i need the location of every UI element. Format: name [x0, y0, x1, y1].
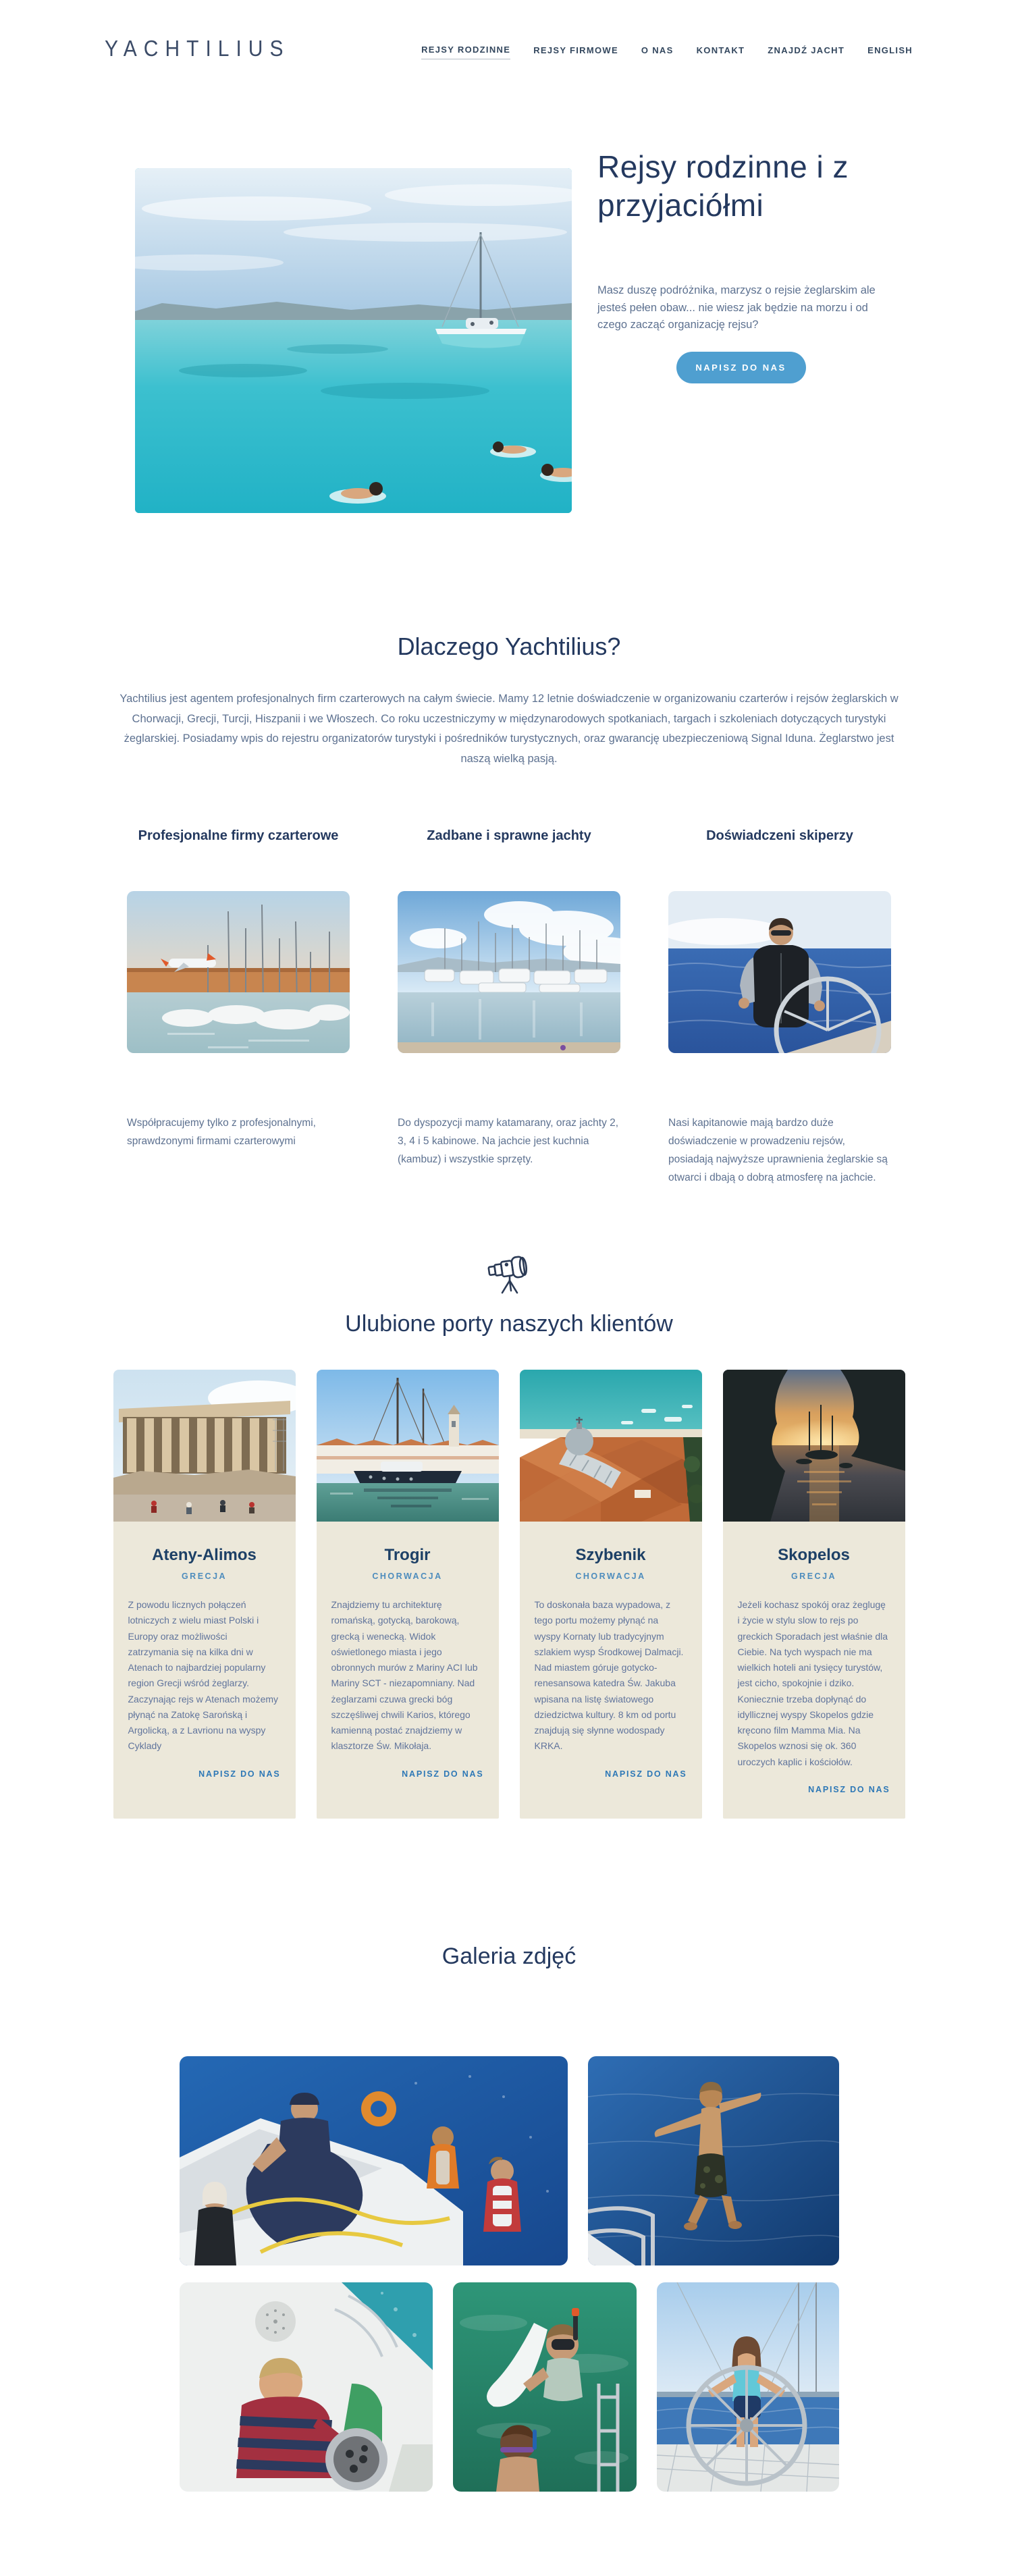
port-card-body	[520, 1522, 702, 1819]
nav-rejsy-rodzinne[interactable]: REJSY RODZINNE	[421, 45, 510, 59]
why-column-yachts	[398, 827, 620, 1187]
logo[interactable]: YACHTILIUS	[105, 36, 290, 61]
port-card-text: To doskonała baza wypadowa, z tego portu możemy płynąć na wyspy Kornaty lub tradycyjnym szlakiem wysp Środkowej Dalmacji. Nad miastem góruje gotycko-renesansowa katedra Św. Jakuba wpisana na listę światowego dziedzictwa kultury. 8 km od portu znajdują się słynne wodospady KRKA.	[534, 1599, 684, 1752]
port-card-region: GRECJA	[791, 1572, 837, 1582]
why-column-charter-firms	[127, 827, 350, 1187]
nav-kontakt[interactable]: KONTAKT	[696, 45, 745, 55]
why-column-title: Doświadczeni skiperzy	[706, 828, 853, 843]
port-card-trogir	[317, 1370, 499, 1819]
hero-title: Rejsy rodzinne i z przyjaciółmi	[597, 149, 849, 223]
port-card-text: Znajdziemy tu architekturę romańską, gotycką, barokową, grecką i wenecką. Widok oświetlonego miasta i jego obronnych murów z Mariny ACI lub Mariny SCT - niezapomniany. Nad żeglarzami czuwa grecki bóg szczęśliwej chwili Karios, którego kamienną postać znajdziemy w klasztorze Św. Mikołaja.	[331, 1599, 478, 1752]
why-section	[0, 633, 1018, 1187]
port-card-region: GRECJA	[181, 1572, 227, 1582]
ports-section	[0, 1246, 1018, 1819]
port-card-contact-link[interactable]: NAPISZ DO NAS	[402, 1769, 484, 1779]
nav-english[interactable]: ENGLISH	[867, 45, 913, 55]
why-column-text: Do dyspozycji mamy katamarany, oraz jachty 2, 3, 4 i 5 kabinowe. Na jachcie jest kuchnia (kambuz) i wszystkie sprzęty.	[398, 1117, 619, 1165]
gallery-photo-boy-cooking[interactable]	[180, 2282, 433, 2492]
trogir-photo	[317, 1370, 499, 1522]
nav-o-nas[interactable]: O NAS	[641, 45, 674, 55]
port-card-contact-link[interactable]: NAPISZ DO NAS	[198, 1769, 281, 1779]
gallery-section	[0, 1943, 1018, 2492]
nav-rejsy-firmowe[interactable]: REJSY FIRMOWE	[533, 45, 618, 55]
skopelos-sunset-photo	[723, 1370, 905, 1522]
why-heading: Dlaczego Yachtilius?	[397, 633, 621, 660]
why-column-title: Zadbane i sprawne jachty	[427, 828, 591, 843]
why-column-skippers	[668, 827, 891, 1187]
port-card-title: Skopelos	[778, 1546, 850, 1565]
gallery-photo-snorkeling-kids[interactable]	[453, 2282, 637, 2492]
header	[0, 0, 1018, 62]
acropolis-photo	[113, 1370, 296, 1522]
hero-cta-button[interactable]: NAPISZ DO NAS	[676, 352, 806, 383]
port-card-region: CHORWACJA	[575, 1572, 646, 1582]
port-card-contact-link[interactable]: NAPISZ DO NAS	[808, 1784, 890, 1794]
port-card-contact-link[interactable]: NAPISZ DO NAS	[605, 1769, 687, 1779]
port-card-body	[317, 1522, 499, 1819]
gallery-photo-girl-at-wheel[interactable]	[657, 2282, 839, 2492]
gallery-heading: Galeria zdjęć	[441, 1943, 577, 1970]
port-card-text: Z powodu licznych połączeń lotniczych z wielu miast Polski i Europy oraz możliwości zatrzymania się na kilka dni w Atenach to najbardziej popularny region Grecji wśród żeglarzy. Zaczynając rejs w Atenach możemy płynąć na Zatokę Sarońską i Argolicką, a z Lavrionu na wyspy Cyklady	[128, 1599, 279, 1752]
port-card-ateny-alimos	[113, 1370, 296, 1819]
why-column-text: Nasi kapitanowie mają bardzo duże doświadczenie w prowadzeniu rejsów, posiadają najwyższe uprawnienia żeglarskie są otwarci i dbają o dobrą atmosferę na jachcie.	[668, 1117, 888, 1184]
port-card-title: Szybenik	[575, 1546, 646, 1565]
main-nav	[421, 45, 913, 62]
port-card-title: Trogir	[384, 1546, 431, 1565]
hero-paragraph: Masz duszę podróżnika, marzysz o rejsie żeglarskim ale jesteś pełen obaw... nie wiesz jak będzie na morzu i od czego zacząć organizację rejsu?	[597, 284, 876, 331]
hero-content	[597, 148, 884, 513]
port-cards	[113, 1370, 905, 1819]
skipper-at-helm-photo	[668, 891, 891, 1053]
telescope-icon	[484, 1246, 534, 1296]
gallery-row-1	[180, 2056, 839, 2265]
gallery-photo-crew-on-deck[interactable]	[180, 2056, 568, 2265]
port-card-body	[113, 1522, 296, 1819]
port-card-region: CHORWACJA	[372, 1572, 443, 1582]
ports-heading: Ulubione porty naszych klientów	[345, 1311, 673, 1337]
gallery-photo-boy-jumping[interactable]	[588, 2056, 839, 2265]
port-card-szybenik	[520, 1370, 702, 1819]
why-paragraph: Yachtilius jest agentem profesjonalnych firm czarterowych na całym świecie. Mamy 12 letnie doświadczenie w organizowaniu czarterów i rejsów żeglarskich w Chorwacji, Grecji, Turcji, Hiszpanii i we Włoszech. Co roku uczestniczymy w międzynarodowych spotkaniach, targach i szkoleniach dotyczących turystyki żeglarskiej. Posiadamy wpis do rejestru organizatorów turystyki i pośredników turystycznych, oraz gwarancję ubezpieczeniową Signal Iduna. Żeglarstwo jest naszą wielką pasją.	[119, 693, 899, 766]
hero-section	[0, 148, 1018, 513]
why-column-text: Współpracujemy tylko z profesjonalnymi, sprawdzonymi firmami czarterowymi	[127, 1117, 316, 1147]
port-card-text: Jeżeli kochasz spokój oraz żeglugę i życie w stylu slow to rejs po greckich Sporadach jest właśnie dla Ciebie. Na tych wyspach nie ma wielkich hoteli ani tysięcy turystów, jest cicho, spokojnie i dziko. Koniecznie trzeba dopłynąć do idyllicznej wyspy Skopelos gdzie kręcono film Mamma Mia. Na Skopelos wznosi się ok. 360 uroczych kaplic i kościołów.	[737, 1599, 888, 1767]
marina-airplane-photo	[127, 891, 350, 1053]
port-card-skopelos	[723, 1370, 905, 1819]
nav-znajdz-jacht[interactable]: ZNAJDŹ JACHT	[768, 45, 845, 55]
port-card-body	[723, 1522, 905, 1819]
why-columns	[127, 827, 891, 1187]
marina-panorama-photo	[398, 891, 620, 1053]
gallery-row-2	[180, 2282, 839, 2492]
szybenik-photo	[520, 1370, 702, 1522]
port-card-title: Ateny-Alimos	[152, 1546, 257, 1565]
hero-photo-swimmers-sailboat	[135, 168, 572, 513]
why-column-title: Profesjonalne firmy czarterowe	[138, 828, 339, 843]
